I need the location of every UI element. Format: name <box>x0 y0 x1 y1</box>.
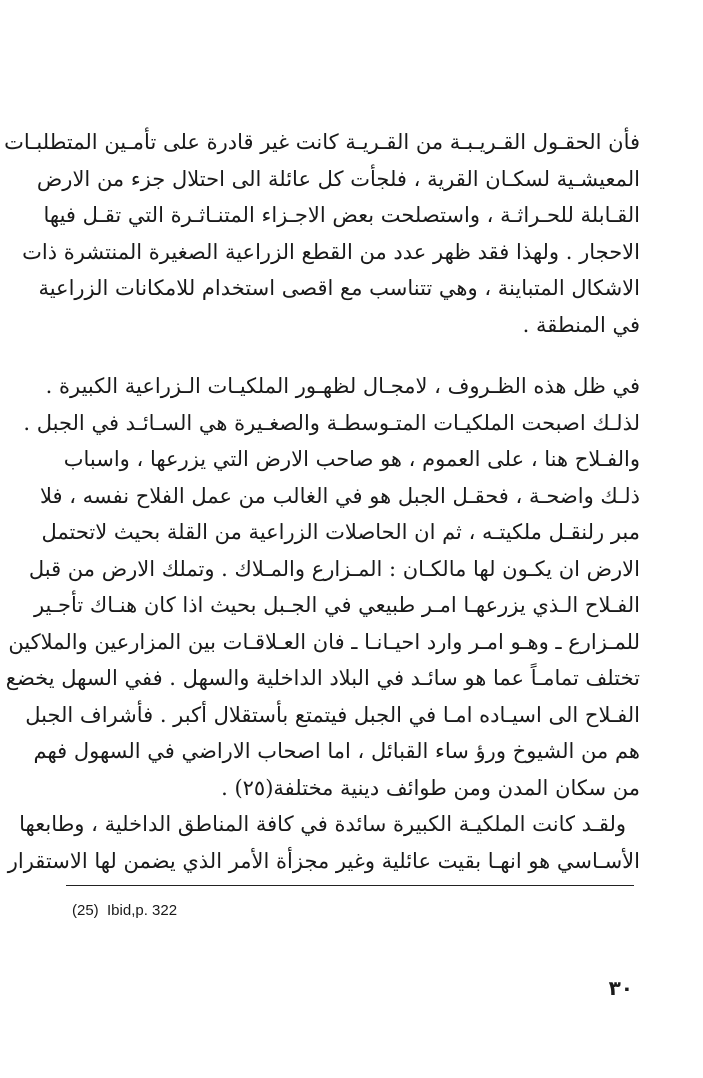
text-line: من سكان المدن ومن طوائف دينية مختلفة(٢٥) . <box>221 775 640 800</box>
text-line: لذلـك اصبحت الملكيـات المتـوسطـة والصغـيرة هي السـائـد في الجبل . <box>23 410 640 435</box>
text-line: المعيشـية لسكـان القرية ، فلجأت كل عائلة الى احتلال جزء من الارض <box>36 166 640 191</box>
text-line: الارض ان يكـون لها مالكـان : المـزارع والمـلاك . وتملك الارض من قبل <box>28 556 640 581</box>
text-line: ولقـد كانت الملكيـة الكبيرة سائدة في كافة المناطق الداخلية ، وطابعها <box>19 812 626 836</box>
text-line: الأسـاسي هو انهـا بقيت عائلية وغير مجزأة الأمر الذي يضمن لها الاستقرار <box>7 848 640 873</box>
text-line: الفـلاح الـذي يزرعهـا امـر طبيعي في الجـبل بحيث اذا كان هنـاك تأجـير <box>33 593 640 617</box>
paragraph-gap <box>66 343 640 368</box>
text-line: في المنطقة . <box>522 312 640 337</box>
text-line: للمـزارع ـ وهـو امـر وارد احيـانـا ـ فان العـلاقـات بين المزارعين والملاكين <box>8 629 640 654</box>
text-line: القـابلة للحـراثـة ، واستصلحت بعض الاجـزاء المتنـاثـرة التي تقـل فيها <box>43 203 640 227</box>
footnote: (25) Ibid,p. 322 <box>72 902 178 919</box>
text-line: الفـلاح الى اسيـاده امـا في الجبل فيتمتع بأستقلال أكبر . فأشراف الجبل <box>25 702 640 727</box>
text-line: مبر رلنقـل ملكيتـه ، ثم ان الحاصلات الزراعية من القلة بحيث لاتحتمل <box>41 520 640 544</box>
text-line: هم من الشيوخ ورؤ ساء القبائل ، اما اصحاب الاراضي في السهول فهم <box>33 739 640 763</box>
page-number: ٣٠ <box>608 976 633 1000</box>
footnote-divider <box>66 885 634 886</box>
text-line: الاحجار . ولهذا فقد ظهر عدد من القطع الزراعية الصغيرة المنتشرة ذات <box>22 239 640 264</box>
text-line: والفـلاح هنا ، على العموم ، هو صاحب الارض التي يزرعها ، واسباب <box>63 447 640 471</box>
text-line: تختلف تمامـاً عما هو سائـد في البلاد الداخلية والسهل . ففي السهل يخضع <box>5 666 640 690</box>
text-line: فأن الحقـول القـريـبـة من القـريـة كانت غير قادرة على تأمـين المتطلبـات <box>4 130 640 154</box>
text-line: ذلـك واضحـة ، فحقـل الجبل هو في الغالب من عمل الفلاح نفسه ، فلا <box>39 483 640 508</box>
body-text <box>4 124 640 879</box>
text-line: الاشكال المتباينة ، وهي تتناسب مع اقصى استخدام للامكانات الزراعية <box>38 276 640 300</box>
text-line: في ظل هذه الظـروف ، لامجـال لظهـور الملكيـات الـزراعية الكبيرة . <box>45 374 640 398</box>
